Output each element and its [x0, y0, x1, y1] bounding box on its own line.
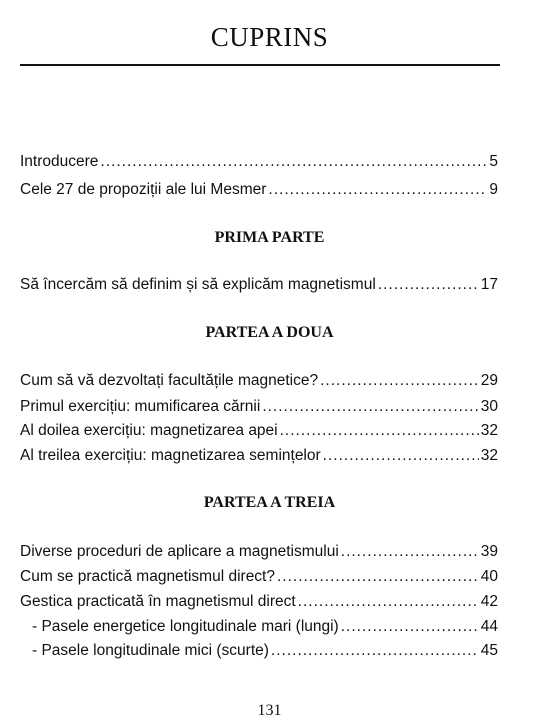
toc-entry-page: 40: [480, 568, 498, 585]
toc-leader-dots: [280, 421, 479, 441]
toc-entry-page: 17: [480, 276, 498, 293]
title-divider: [20, 64, 500, 66]
page-title: CUPRINS: [210, 22, 329, 52]
toc-entry-label: Al doilea exercițiu: magnetizarea apei: [20, 422, 278, 439]
toc-entry: [20, 275, 498, 295]
toc-leader-dots: [323, 446, 479, 466]
toc-entry-label: Cum să vă dezvoltați facultățile magnetice?: [20, 372, 319, 389]
toc-leader-dots: [277, 567, 479, 587]
toc-entry: [20, 371, 498, 391]
toc-entry: [20, 397, 498, 417]
toc-entry-page: 32: [480, 447, 498, 464]
toc-entry-label: Să încercăm să definim și să explicăm magnetismul: [20, 276, 376, 293]
toc-entry-label: Introducere: [20, 153, 99, 170]
toc-entry: [20, 592, 498, 612]
toc-entry-page: 44: [480, 618, 498, 635]
page-number: 131: [257, 702, 282, 719]
section-heading: PARTEA A DOUA: [205, 324, 334, 341]
toc-entry-label: - Pasele energetice longitudinale mari (lungi): [32, 618, 339, 635]
toc-entry-page: 29: [480, 372, 498, 389]
toc-entry-label: Cum se practică magnetismul direct?: [20, 568, 275, 585]
toc-leader-dots: [298, 592, 479, 612]
toc-entry: [20, 567, 498, 587]
toc-entry-page: 9: [489, 181, 498, 198]
toc-entry-label: Diverse proceduri de aplicare a magnetismului: [20, 543, 339, 560]
toc-entry-page: 42: [480, 593, 498, 610]
toc-entry-label: Primul exercițiu: mumificarea cărnii: [20, 398, 261, 415]
toc-leader-dots: [268, 180, 487, 200]
toc-subentry: [32, 641, 498, 661]
toc-entry: [20, 152, 498, 172]
toc-entry-label: Al treilea exercițiu: magnetizarea semințelor: [20, 447, 321, 464]
toc-leader-dots: [271, 641, 479, 661]
toc-leader-dots: [378, 275, 479, 295]
toc-entry: [20, 542, 498, 562]
toc-entry: [20, 446, 498, 466]
toc-leader-dots: [341, 617, 479, 637]
toc-entry-page: 30: [480, 398, 498, 415]
toc-leader-dots: [341, 542, 479, 562]
toc-entry-label: Gestica practicată în magnetismul direct: [20, 593, 296, 610]
toc-entry-label: Cele 27 de propoziții ale lui Mesmer: [20, 181, 267, 198]
toc-leader-dots: [320, 371, 479, 391]
toc-entry-page: 5: [489, 153, 498, 170]
section-heading: PARTEA A TREIA: [203, 494, 336, 511]
toc-entry-page: 39: [480, 543, 498, 560]
toc-subentry: [32, 617, 498, 637]
toc-entry: [20, 421, 498, 441]
toc-leader-dots: [262, 397, 478, 417]
toc-entry: [20, 180, 498, 200]
toc-entry-label: - Pasele longitudinale mici (scurte): [32, 642, 269, 659]
toc-leader-dots: [100, 152, 487, 172]
section-heading: PRIMA PARTE: [214, 229, 325, 246]
toc-entry-page: 32: [480, 422, 498, 439]
toc-entry-page: 45: [480, 642, 498, 659]
